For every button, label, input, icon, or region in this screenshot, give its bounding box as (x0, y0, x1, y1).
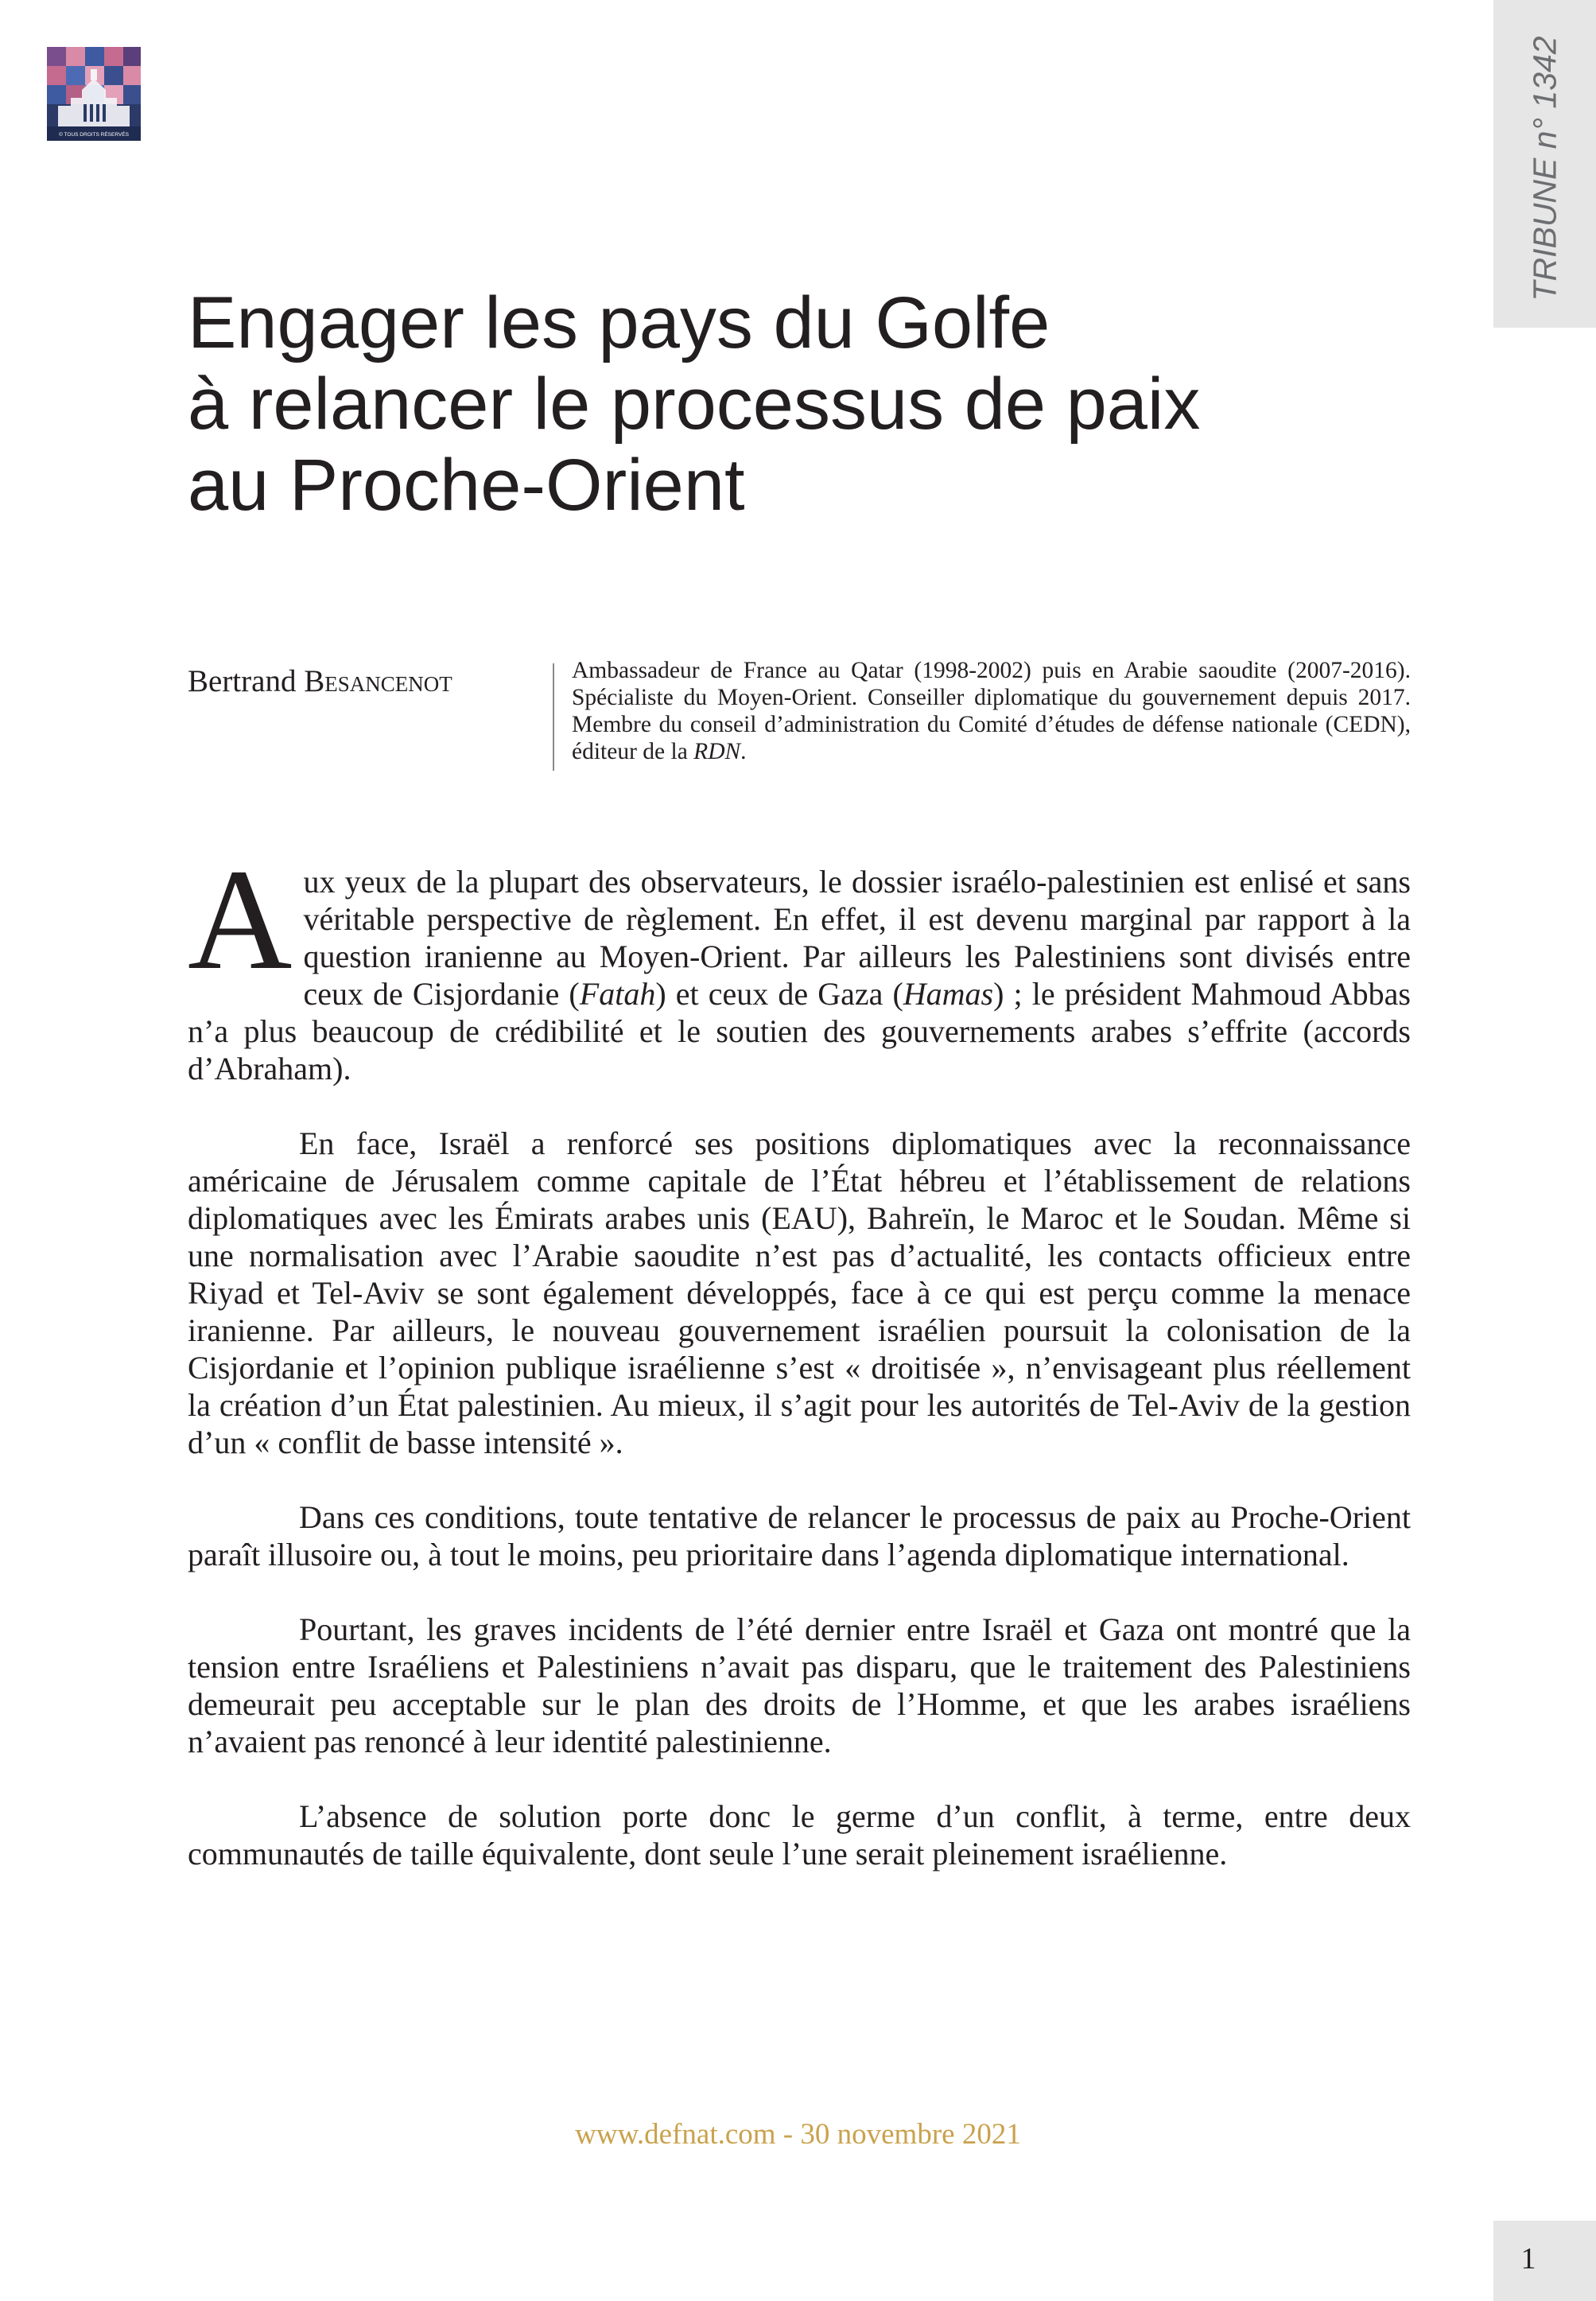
paragraph-text: ux yeux de la plupart des observateurs, le dossier israélo-palestinien est enlisé et sans véritable perspective de règlement. En effet, il est devenu marginal par rapport à la question iranienne au Moyen-Orient. Par ailleurs les Palestiniens sont divisés entre ceux de Cisjordanie ( (303, 864, 1411, 1012)
title-line: au Proche-Orient (188, 445, 745, 526)
title-line: à relancer le processus de paix (188, 363, 1201, 445)
bio-divider (553, 663, 554, 771)
paragraph: L’absence de solution porte donc le germe d’un conflit, à terme, entre deux communautés de taille équivalente, dont seule l’une serait pleinement israélienne. (188, 1798, 1411, 1872)
paragraph: En face, Israël a renforcé ses positions diplomatiques avec la reconnaissance américaine de Jérusalem comme capitale de l’État hébreu et l’établissement de relations diplomatiques avec les Émirats arabes unis (EAU), Bahreïn, le Maroc et le Soudan. Même si une normalisation avec l’Arabie saoudite n’est pas d’actualité, les contacts officieux entre Riyad et Tel-Aviv se sont également développés, face à ce qui est perçu comme la menace iranienne. Par ailleurs, le nouveau gouvernement israélien poursuit la colonisation de la Cisjordanie et l’opinion publique israélienne s’est « droitisée », n’envisageant plus réellement la création d’un État palestinien. Au mieux, il s’agit pour les autorités de Tel-Aviv de la gestion d’un « conflit de basse intensité ». (188, 1125, 1411, 1460)
publication-logo (47, 47, 141, 141)
author-last-name: Besancenot (304, 664, 452, 698)
page-number: 1 (1520, 2242, 1536, 2276)
paragraph-text: ) ; le président Mahmoud Abbas n’a plus beaucoup de crédibilité et le soutien des gouvernements arabes s’effrite (accords d’Abraham). (188, 976, 1411, 1086)
author-name (188, 663, 452, 699)
paragraph-italic: Hamas (903, 976, 994, 1012)
title-line: Engager les pays du Golfe (188, 282, 1050, 363)
paragraph: Dans ces conditions, toute tentative de relancer le processus de paix au Proche-Orient paraît illusoire ou, à tout le moins, peu prioritaire dans l’agenda diplomatique international. (188, 1499, 1411, 1572)
bio-text: Ambassadeur de France au Qatar (1998-2002) puis en Arabie saoudite (2007-2016). Spécialiste du Moyen-Orient. Conseiller diplomatique du gouvernement depuis 2017. Membre du conseil d’administration du Comité d’études de défense nationale (CEDN), éditeur de la (572, 658, 1411, 764)
paragraph (188, 840, 1411, 1087)
drop-cap: A (188, 840, 293, 1000)
article-body (188, 840, 1411, 1910)
paragraph: Pourtant, les graves incidents de l’été dernier entre Israël et Gaza ont montré que la tension entre Israéliens et Palestiniens n’avait pas disparu, que le traitement des Palestiniens demeurait peu acceptable sur le plan des droits de l’Homme, et que les arabes israéliens n’avaient pas renoncé à leur identité palestinienne. (188, 1611, 1411, 1759)
author-first-name: Bertrand (188, 664, 297, 698)
paragraph-italic: Fatah (579, 976, 656, 1012)
series-label: TRIBUNE n° 1342 (1526, 36, 1563, 301)
logo-caption: © TOUS DROITS RÉSERVÉS (59, 132, 129, 138)
author-bio (572, 657, 1411, 765)
footer-url-date: www.defnat.com - 30 novembre 2021 (575, 2118, 1021, 2151)
paragraph-text: ) et ceux de Gaza ( (655, 976, 903, 1012)
bio-rdn: RDN (693, 739, 741, 764)
article-title (188, 282, 1396, 526)
bio-end: . (740, 739, 747, 764)
